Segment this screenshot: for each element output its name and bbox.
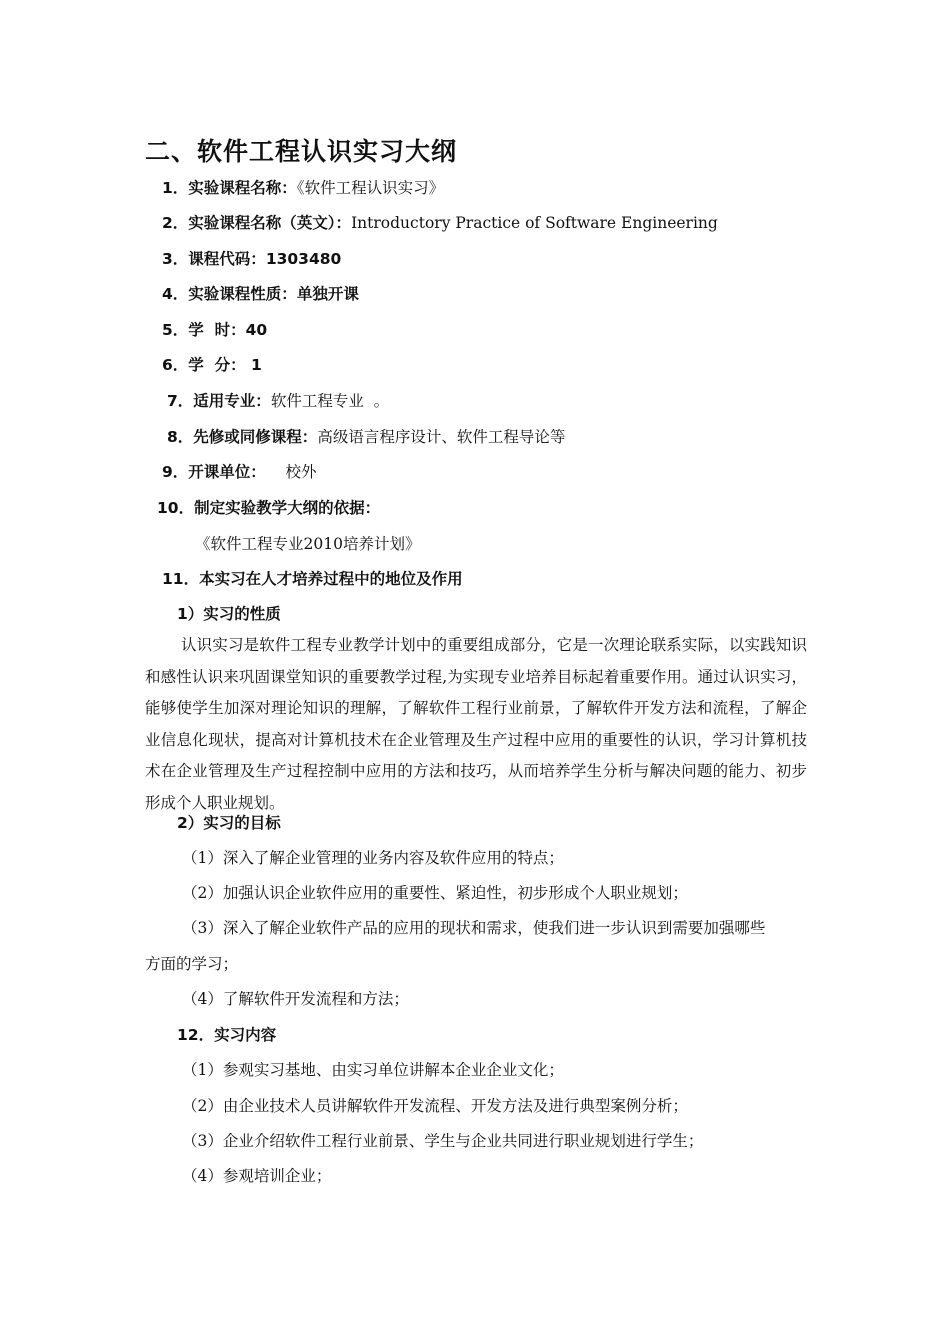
section-12-heading: 12．实习内容 <box>177 1026 277 1044</box>
item-value: 高级语言程序设计、软件工程导论等 <box>317 428 566 446</box>
item-label: 实验课程名称： <box>188 179 297 197</box>
goal-item: （3）深入了解企业软件产品的应用的现状和需求，使我们进一步认识到需要加强哪些 <box>182 919 766 937</box>
item-value: 40 <box>245 321 268 339</box>
item-label: 实验课程名称（英文）： <box>188 214 352 232</box>
item-num: 7． <box>167 392 194 410</box>
content-item: （2）由企业技术人员讲解软件开发流程、开发方法及进行典型案例分析； <box>182 1097 688 1115</box>
page-title: 二、软件工程认识实习大纲 <box>145 137 458 166</box>
item-label: 学 时： <box>188 321 246 339</box>
item-label: 开课单位： <box>188 463 266 481</box>
item-num: 9． <box>162 463 189 481</box>
item-label: 制定实验教学大纲的依据： <box>194 499 381 517</box>
item-num: 3． <box>162 250 189 268</box>
item-3 <box>162 249 341 269</box>
item-value: 1303480 <box>265 250 342 268</box>
nature-paragraph: 认识实习是软件工程专业教学计划中的重要组成部分，它是一次理论联系实际，以实践知识和感性认识来巩固课堂知识的重要教学过程,为实现专业培养目标起着重要作用。通过认识实习，能够使学生加深对理论知识的理解，了解软件工程行业前景，了解软件开发方法和流程，了解企业信息化现状，提高对计算机技术在企业管理及生产过程中应用的重要性的认识，学习计算机技术在企业管理及生产过程控制中应用的方法和技巧，从而培养学生分析与解决问题的能力、初步形成个人职业规划。 <box>145 636 807 812</box>
item-label: 学 分： <box>188 356 246 374</box>
section-11-heading: 11．本实习在人才培养过程中的地位及作用 <box>162 570 463 588</box>
item-num: 2． <box>162 214 189 232</box>
item-8 <box>167 427 565 447</box>
item-value: 软件工程专业 。 <box>270 392 390 410</box>
item-label: 实验课程性质： <box>188 285 297 303</box>
item-10 <box>157 498 380 518</box>
item-value: 校外 <box>265 463 317 481</box>
item-5 <box>162 320 267 340</box>
item-num: 1． <box>162 179 189 197</box>
item-4 <box>162 284 359 304</box>
content-item: （3）企业介绍软件工程行业前景、学生与企业共同进行职业规划进行学生； <box>182 1132 704 1150</box>
section-11-sub-goals: 2）实习的目标 <box>177 814 281 832</box>
basis-text: 《软件工程专业2010培养计划》 <box>195 535 421 553</box>
item-1 <box>162 178 444 198</box>
item-7 <box>167 391 389 411</box>
item-value: Introductory Practice of Software Engineering <box>351 214 718 232</box>
item-label: 先修或同修课程： <box>193 428 318 446</box>
content-item: （1）参观实习基地、由实习单位讲解本企业企业文化； <box>182 1061 564 1079</box>
item-6 <box>162 355 262 375</box>
item-num: 10． <box>157 499 195 517</box>
goal-item: （1）深入了解企业管理的业务内容及软件应用的特点； <box>182 849 564 867</box>
item-value: 1 <box>245 356 262 374</box>
item-9 <box>162 462 317 482</box>
item-2 <box>162 213 718 233</box>
section-11-sub-nature: 1）实习的性质 <box>177 605 281 623</box>
goal-item: （4）了解软件开发流程和方法； <box>182 990 409 1008</box>
item-num: 8． <box>167 428 194 446</box>
item-label: 课程代码： <box>188 250 266 268</box>
item-label: 适用专业： <box>193 392 271 410</box>
goal-item-continued: 方面的学习； <box>145 955 239 973</box>
item-num: 4． <box>162 285 189 303</box>
item-num: 6． <box>162 356 189 374</box>
goal-item: （2）加强认识企业软件应用的重要性、紧迫性，初步形成个人职业规划； <box>182 884 688 902</box>
content-item: （4）参观培训企业； <box>182 1167 332 1185</box>
item-num: 5． <box>162 321 189 339</box>
item-value: 《软件工程认识实习》 <box>296 179 445 197</box>
item-value: 单独开课 <box>296 285 359 303</box>
